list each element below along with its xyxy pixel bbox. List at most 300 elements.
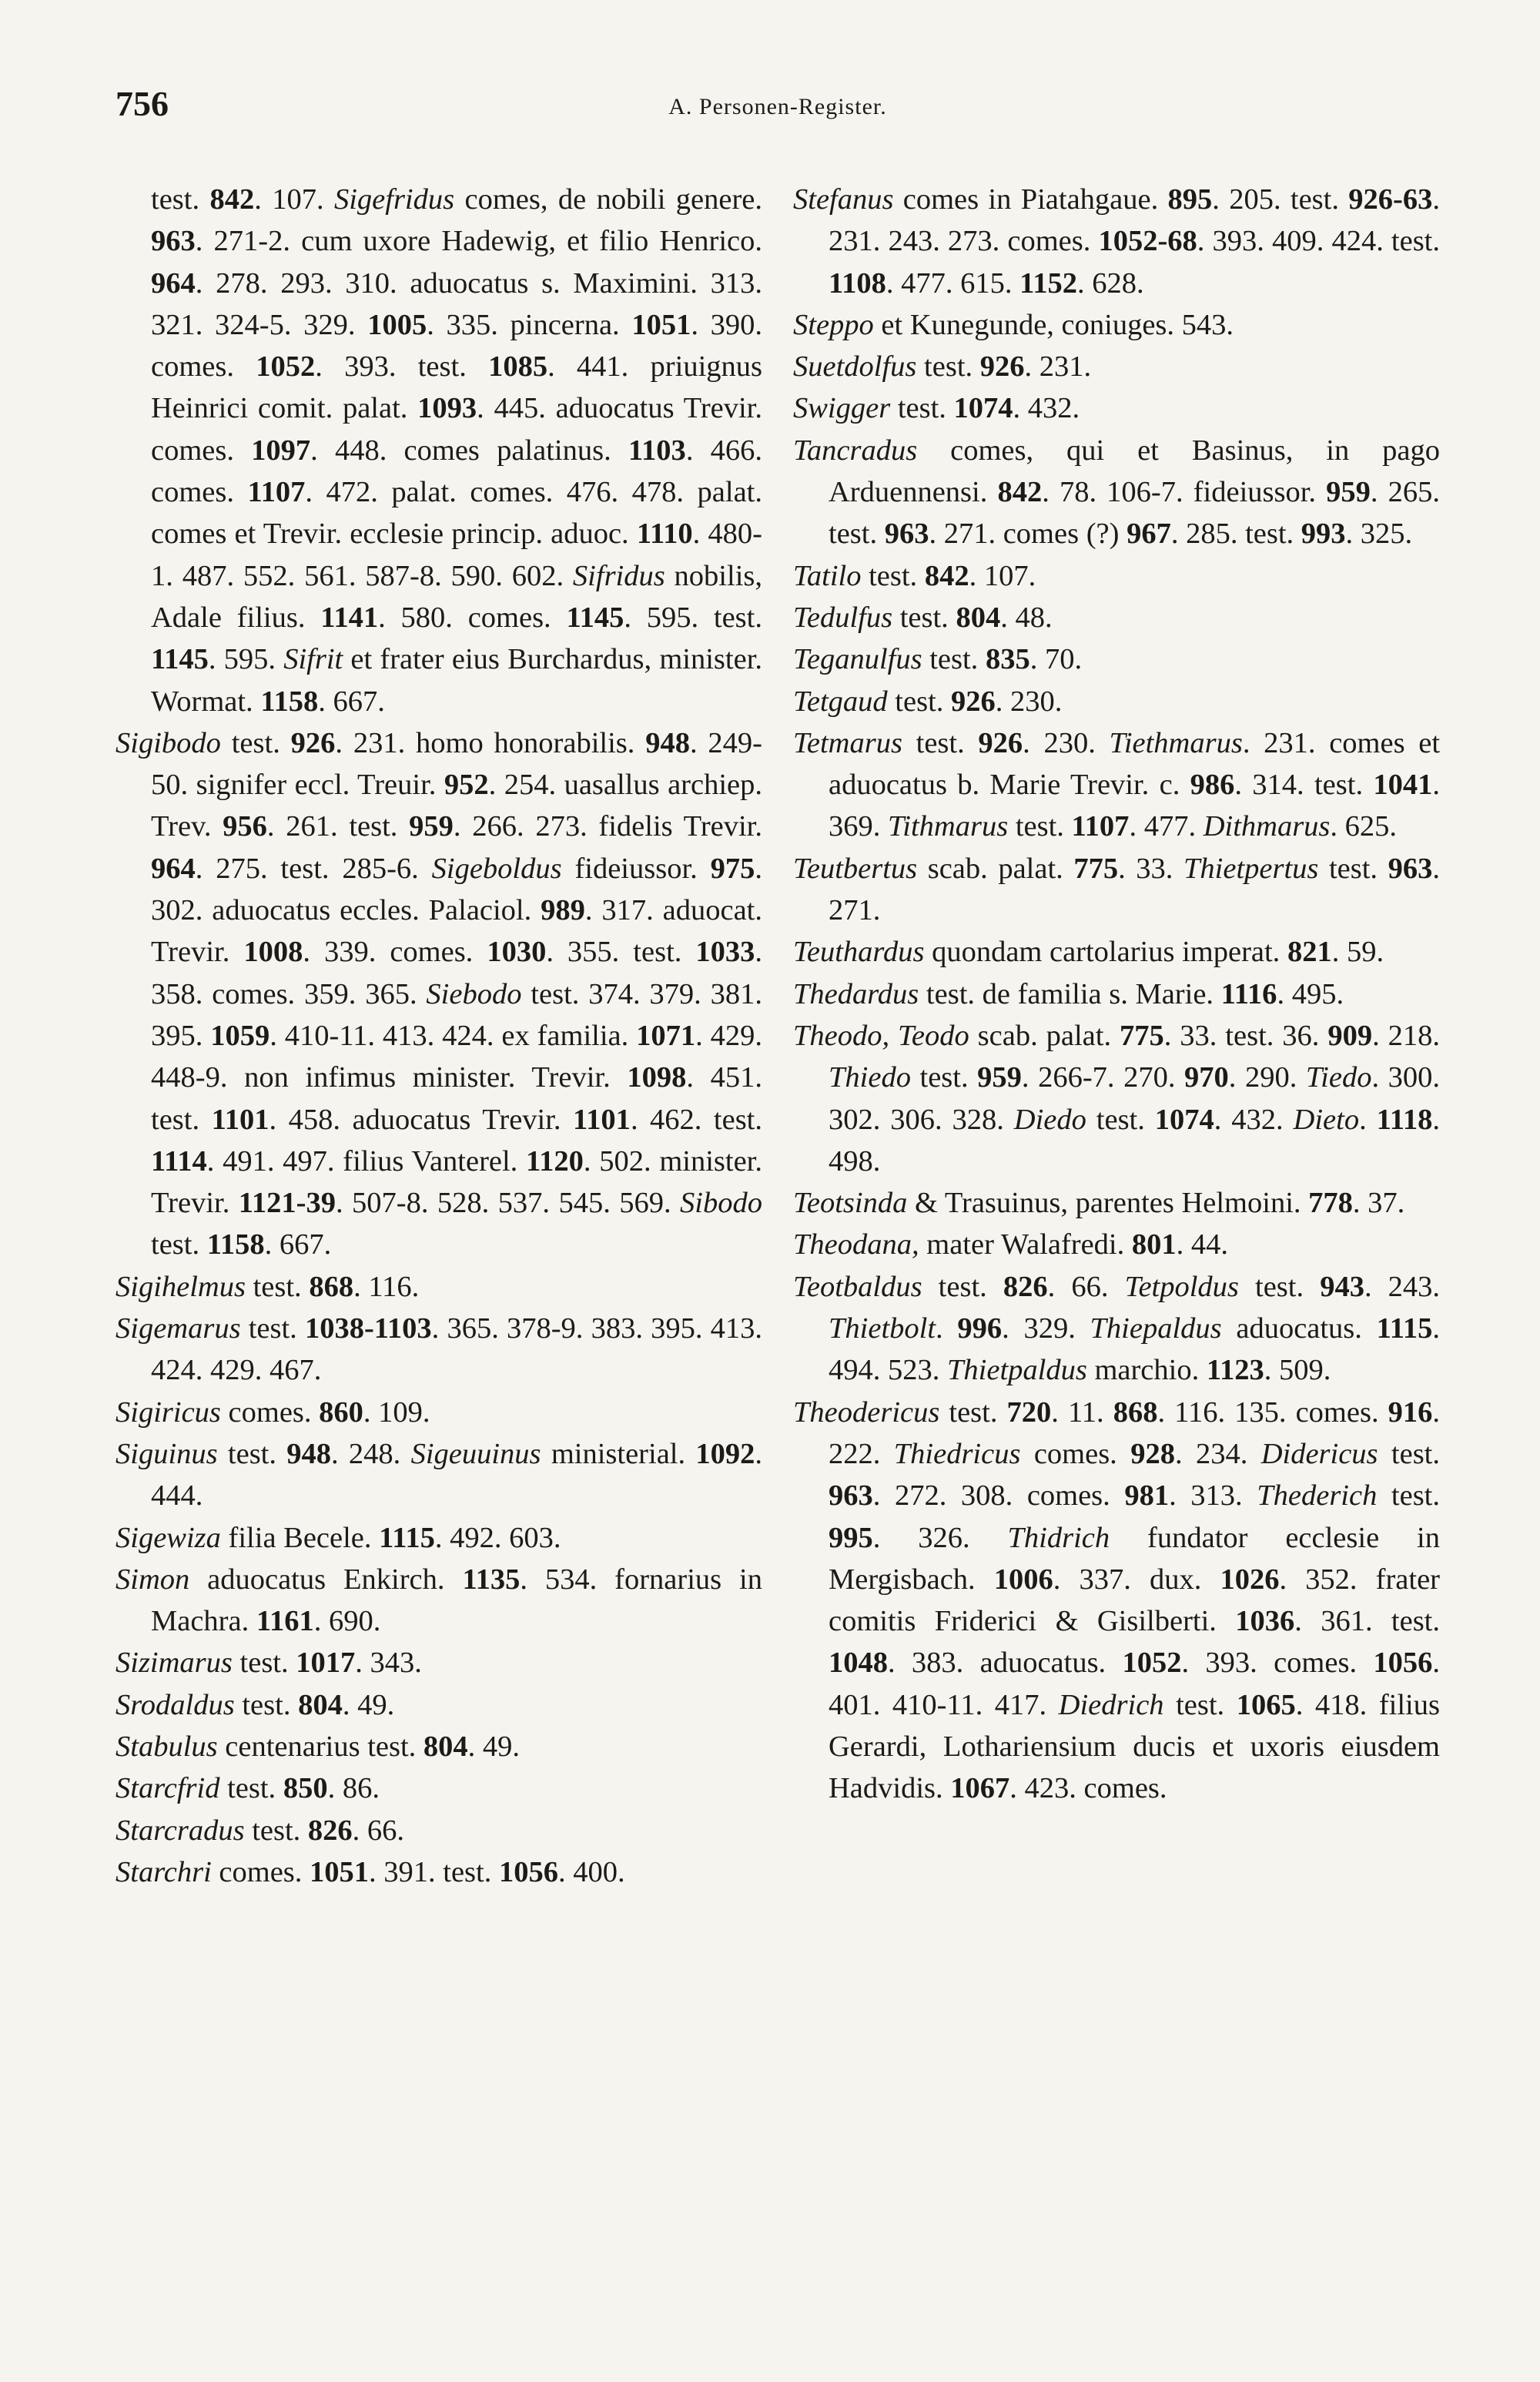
index-entry [116, 1517, 762, 1559]
entry-text: comes, de nobili genere. [454, 183, 762, 216]
charter-number: 995 [829, 1521, 873, 1554]
index-entry [793, 304, 1440, 346]
entry-text: . 667. [318, 685, 385, 718]
entry-text: test. [1163, 1688, 1237, 1721]
charter-number: 1056 [498, 1855, 558, 1888]
entry-text: test. [887, 685, 952, 718]
entry-name: Sigeboldus [431, 852, 562, 885]
charter-number: 986 [1190, 769, 1235, 802]
index-entry [793, 1224, 1440, 1265]
charter-number: 1030 [487, 936, 547, 969]
index-entry [116, 1392, 762, 1433]
charter-number: 1033 [695, 936, 755, 969]
charter-number: 868 [309, 1270, 354, 1303]
index-entry [793, 973, 1440, 1015]
charter-number: 1093 [417, 392, 477, 425]
entry-text: test. [1377, 1479, 1440, 1513]
left-column [116, 179, 762, 1893]
entry-text: quondam cartolarius imperat. [924, 936, 1287, 969]
entry-text: . 492. 603. [434, 1521, 561, 1554]
entry-text: comes. [220, 1395, 320, 1429]
entry-name: Sizimarus [116, 1647, 233, 1680]
entry-text: . 230. [1023, 726, 1110, 759]
entry-text: . 325. [1345, 518, 1413, 551]
index-entry [793, 346, 1440, 387]
index-entry [793, 722, 1440, 848]
index-entry [793, 1182, 1440, 1224]
entry-text: fundator ecclesie in Mergisbach. [829, 1521, 1440, 1596]
charter-number: 1121-39 [238, 1187, 336, 1220]
index-entry [793, 848, 1440, 932]
entry-text: test. [939, 1395, 1007, 1429]
entry-name: Sigemarus [116, 1312, 241, 1345]
charter-number: 821 [1287, 936, 1332, 969]
charter-number: 1067 [950, 1772, 1010, 1805]
entry-text: . 423. comes. [1009, 1772, 1167, 1805]
entry-text: test. [240, 1312, 305, 1345]
charter-number: 1026 [1220, 1563, 1280, 1596]
entry-text: . 383. aduocatus. [888, 1647, 1123, 1680]
entry-text: . 290. [1228, 1061, 1306, 1094]
charter-number: 1145 [566, 601, 624, 634]
entry-text: . 534. fornarius in Machra. [151, 1563, 762, 1638]
entry-name: Starchri [116, 1855, 212, 1888]
entry-text: . 466. comes. [151, 434, 763, 509]
entry-text: . 410-11. 413. 424. ex familia. [270, 1019, 637, 1052]
entry-text: . 472. palat. comes. 476. 478. palat. comes et Trevir. ecclesie princip. aduoc. [151, 476, 762, 551]
entry-text: aduocatus. [1221, 1312, 1377, 1345]
index-entry [116, 1767, 762, 1809]
entry-text: test. [1238, 1270, 1321, 1303]
charter-number: 1051 [310, 1855, 370, 1888]
entry-text: . 275. test. 285-6. [195, 852, 432, 885]
entry-text: . 70. [1029, 643, 1083, 676]
entry-text: . 480-1. 487. 552. 561. 587-8. 590. 602. [151, 518, 762, 592]
entry-text: . 337. dux. [1053, 1563, 1220, 1596]
entry-text: . 49. [342, 1688, 395, 1721]
entry-name: Theodana, [793, 1228, 919, 1261]
charter-number: 970 [1184, 1061, 1229, 1094]
entry-name: Tancradus [793, 434, 918, 467]
charter-number: 1098 [627, 1061, 687, 1094]
entry-text: . 44. [1176, 1228, 1228, 1261]
entry-text: . 59. [1331, 936, 1384, 969]
index-entry [793, 179, 1440, 304]
entry-name: Tithmarus [888, 810, 1009, 843]
page-number: 756 [116, 84, 169, 123]
charter-number: 956 [223, 810, 267, 843]
charter-number: 778 [1308, 1187, 1353, 1220]
charter-number: 804 [298, 1688, 343, 1721]
entry-name: Dieto [1293, 1103, 1360, 1136]
entry-name: Simon [116, 1563, 190, 1596]
entry-name: Thiedricus [893, 1437, 1021, 1470]
charter-number: 1052 [256, 350, 316, 384]
charter-number: 948 [286, 1437, 332, 1470]
entry-text: . 365. 378-9. 383. 395. 413. 424. 429. 467. [151, 1312, 763, 1387]
entry-text: . 329. [1002, 1312, 1090, 1345]
entry-text: . 494. 523. [829, 1312, 1441, 1387]
entry-text: . 451. test. [151, 1061, 762, 1136]
entry-name: Suetdolfus [793, 350, 917, 384]
charter-number: 959 [1326, 476, 1371, 509]
index-entry [793, 681, 1440, 722]
entry-text: . 502. minister. Trevir. [151, 1144, 762, 1220]
entry-text: marchio. [1086, 1354, 1207, 1387]
entry-text: . 248. [331, 1437, 411, 1470]
entry-text: . 335. pincerna. [427, 308, 632, 341]
entry-text: . 109. [363, 1395, 430, 1429]
entry-text: . 326. [872, 1521, 1008, 1554]
entry-text: . 369. [829, 769, 1440, 843]
entry-text: test. [890, 392, 954, 425]
entry-text: . 432. [1013, 392, 1080, 425]
entry-text: . 400. [557, 1855, 625, 1888]
charter-number: 926 [290, 726, 336, 759]
right-column [793, 179, 1440, 1810]
entry-name: Stabulus [116, 1730, 218, 1763]
charter-number: 1123 [1206, 1354, 1264, 1387]
charter-number: 1115 [1376, 1312, 1433, 1345]
charter-number: 804 [956, 601, 1001, 634]
entry-name: Srodaldus [116, 1688, 235, 1721]
entry-name: Sigihelmus [116, 1270, 246, 1303]
entry-name: Theodo, Teodo [793, 1019, 969, 1052]
index-entry [793, 1266, 1440, 1392]
charter-number: 1118 [1376, 1103, 1433, 1136]
charter-number: 1115 [379, 1521, 435, 1554]
entry-text: . 116. [353, 1270, 420, 1303]
entry-text: test. [1086, 1103, 1155, 1136]
entry-text: test. [922, 1270, 1003, 1303]
charter-number: 826 [307, 1814, 353, 1847]
entry-text: . 265. test. [829, 476, 1441, 551]
entry-name: Sigiricus [116, 1395, 221, 1429]
entry-text: . 272. 308. comes. [872, 1479, 1125, 1513]
entry-text: . 218. [1372, 1019, 1441, 1052]
index-entry [793, 638, 1440, 680]
entry-name: Sibodo [680, 1187, 762, 1220]
entry-text: aduocatus Enkirch. [189, 1563, 463, 1596]
entry-name: Stefanus [793, 183, 894, 216]
entry-text: nobilis, Adale filius. [151, 559, 762, 634]
entry-name: Diedo [1013, 1103, 1086, 1136]
charter-number: 959 [409, 810, 454, 843]
entry-text: . 49. [467, 1730, 521, 1763]
entry-text: . 498. [829, 1103, 1440, 1178]
entry-text: . 495. [1277, 977, 1344, 1010]
entry-text: ministerial. [541, 1437, 696, 1470]
entry-name: Teotbaldus [793, 1270, 922, 1303]
entry-name: Tedulfus [793, 601, 893, 634]
entry-text: . 491. 497. filius Vanterel. [206, 1144, 527, 1178]
entry-text: . 234. [1174, 1437, 1261, 1470]
entry-text: test. [1008, 810, 1072, 843]
index-entry [793, 1015, 1440, 1182]
entry-text: test. [1378, 1437, 1440, 1470]
charter-number: 842 [924, 559, 969, 592]
entry-name: Dithmarus [1203, 810, 1331, 843]
charter-number: 1071 [636, 1019, 696, 1052]
charter-number: 1036 [1235, 1605, 1295, 1638]
entry-text: . 231. homo honorabilis. [335, 726, 646, 759]
entry-text: . 254. uasallus archiep. Trev. [151, 769, 762, 843]
entry-name: Sigefridus [333, 183, 455, 216]
entry-text: test. [151, 183, 210, 216]
charter-number: 926 [978, 726, 1023, 759]
entry-text: . 352. frater comitis Friderici & Gisilberti. [829, 1563, 1440, 1638]
entry-text: . 285. test. [1170, 518, 1301, 551]
charter-number: 963 [884, 518, 929, 551]
entry-text: . 66. [352, 1814, 405, 1847]
charter-number: 775 [1073, 852, 1119, 885]
entry-text: . 261. test. [266, 810, 410, 843]
charter-number: 1141 [320, 601, 379, 634]
charter-number: 1065 [1236, 1688, 1296, 1721]
charter-number: 1074 [1154, 1103, 1214, 1136]
entry-name: Swigger [793, 392, 891, 425]
entry-text: . 11. [1051, 1395, 1113, 1429]
charter-number: 835 [985, 643, 1030, 676]
running-head: A. Personen-Register. [668, 94, 887, 119]
index-entry [116, 1266, 762, 1308]
entry-text: . 317. aduocat. Trevir. [151, 894, 762, 969]
entry-text: . 429. 448-9. non infimus minister. Trevir. [151, 1019, 763, 1094]
charter-number: 964 [151, 852, 196, 885]
entry-text: . 595. [208, 643, 284, 676]
charter-number: 1056 [1373, 1647, 1433, 1680]
index-entry [793, 1392, 1440, 1810]
entry-text: . 66. [1047, 1270, 1125, 1303]
entry-text: . 116. 135. comes. [1157, 1395, 1388, 1429]
entry-text: scab. palat. [917, 852, 1074, 885]
entry-text: . 448. comes palatinus. [310, 434, 628, 467]
entry-text: . 231. 243. 273. comes. [829, 183, 1440, 258]
charter-number: 775 [1119, 1019, 1164, 1052]
charter-number: 993 [1301, 518, 1346, 551]
charter-number: 1005 [367, 308, 427, 341]
entry-name: Tiedo [1305, 1061, 1372, 1094]
entry-text: . 444. [151, 1437, 762, 1513]
entry-text: fideiussor. [561, 852, 711, 885]
entry-text: . 441. priuignus Heinrici comit. palat. [151, 350, 762, 425]
charter-number: 909 [1327, 1019, 1373, 1052]
charter-number: 1041 [1373, 769, 1433, 802]
entry-text: . 462. test. [630, 1103, 763, 1136]
charter-number: 1120 [526, 1144, 584, 1178]
entry-text: . 432. [1214, 1103, 1294, 1136]
entry-text: . 358. comes. 359. 365. [151, 936, 763, 1010]
entry-text: filia Becele. [220, 1521, 380, 1554]
charter-number: 842 [997, 476, 1043, 509]
entry-text: test. [922, 643, 986, 676]
entry-text: . 271. [829, 852, 1441, 927]
index-entry [116, 1684, 762, 1726]
entry-text: test. [902, 726, 979, 759]
entry-text: . 278. 293. 310. aduocatus s. Maximini. 313. 321. 324-5. 329. [151, 266, 762, 341]
entry-name: Teotsinda [793, 1187, 908, 1220]
entry-text: . 418. filius Gerardi, Lothariensium ducis et uxoris eiusdem Hadvidis. [829, 1688, 1440, 1805]
charter-number: 1052-68 [1098, 225, 1197, 258]
index-entry [793, 555, 1440, 597]
entry-name: Teutbertus [793, 852, 918, 885]
index-entry [116, 179, 762, 722]
entry-text: . 266-7. 270. [1021, 1061, 1185, 1094]
entry-text: test. [232, 1647, 296, 1680]
entry-name: Teuthardus [793, 936, 925, 969]
charter-number: 1145 [151, 643, 209, 676]
entry-text: test. [217, 1437, 287, 1470]
charter-number: 928 [1130, 1437, 1175, 1470]
charter-number: 1008 [243, 936, 303, 969]
entry-text: . 690. [313, 1605, 381, 1638]
entry-text: comes. [211, 1855, 310, 1888]
charter-number: 1101 [211, 1103, 270, 1136]
entry-text: test. [910, 1061, 978, 1094]
entry-name: Thederich [1257, 1479, 1378, 1513]
charter-number: 967 [1127, 518, 1171, 551]
entry-text: test. [151, 1228, 207, 1261]
charter-number: 804 [423, 1730, 468, 1763]
entry-text: . 230. [995, 685, 1063, 718]
charter-number: 996 [957, 1312, 1003, 1345]
entry-name: Tetpoldus [1124, 1270, 1239, 1303]
entry-text: & Trasuinus, parentes Helmoini. [907, 1187, 1309, 1220]
entry-name: Thietpaldus [947, 1354, 1087, 1387]
entry-name: Thiepaldus [1090, 1312, 1222, 1345]
entry-text: . 302. aduocatus eccles. Palaciol. [151, 852, 762, 927]
charter-number: 963 [151, 225, 196, 258]
charter-number: 860 [319, 1395, 363, 1429]
entry-text: test. [892, 601, 956, 634]
entry-name: Teganulfus [793, 643, 922, 676]
charter-number: 1107 [247, 476, 306, 509]
index-entry [116, 722, 762, 1266]
entry-text: . 595. test. [624, 601, 762, 634]
charter-number: 1059 [210, 1019, 270, 1052]
entry-text: . 271-2. cum uxore Hadewig, et filio Henrico. [195, 225, 762, 258]
index-entry [793, 931, 1440, 973]
charter-number: 1152 [1019, 266, 1078, 300]
entry-text: . 625. [1330, 810, 1398, 843]
charter-number: 916 [1388, 1395, 1433, 1429]
entry-text: . 37. [1352, 1187, 1405, 1220]
charter-number: 926 [979, 350, 1025, 384]
index-entry [793, 430, 1440, 555]
charter-number: 943 [1320, 1270, 1364, 1303]
entry-text: test. [861, 559, 925, 592]
entry-text: . 107. [254, 183, 334, 216]
entry-text: test. [1318, 852, 1388, 885]
charter-number: 801 [1131, 1228, 1177, 1261]
entry-text: mater Walafredi. [919, 1228, 1132, 1261]
index-entry [116, 1308, 762, 1392]
entry-name: Starcradus [116, 1814, 245, 1847]
entry-text: . 401. 410-11. 417. [829, 1647, 1440, 1721]
charter-number: 720 [1006, 1395, 1052, 1429]
entry-text: . 343. [355, 1647, 422, 1680]
charter-number: 948 [645, 726, 690, 759]
entry-text: . 509. [1264, 1354, 1331, 1387]
entry-text: . 313. [1169, 1479, 1257, 1513]
entry-text: . 78. 106-7. fideiussor. [1042, 476, 1327, 509]
entry-name: Sifrit [283, 643, 343, 676]
page-header [116, 83, 1440, 137]
entry-text: . 231. [1024, 350, 1092, 384]
entry-text: . 580. comes. [378, 601, 567, 634]
charter-number: 989 [541, 894, 585, 927]
entry-text: . [1359, 1103, 1377, 1136]
entry-text: test. [244, 1814, 308, 1847]
entry-text: test. [916, 350, 980, 384]
charter-number: 1110 [636, 518, 693, 551]
charter-number: 1158 [206, 1228, 265, 1261]
entry-name: Sifridus [572, 559, 665, 592]
entry-name: Sigeuuinus [410, 1437, 541, 1470]
charter-number: 963 [829, 1479, 873, 1513]
index-entry [793, 387, 1440, 429]
entry-text: test. [245, 1270, 310, 1303]
entry-text: . 33. [1118, 852, 1183, 885]
charter-number: 1101 [573, 1103, 631, 1136]
entry-text: . 243. [1364, 1270, 1441, 1303]
entry-text: . 86. [327, 1772, 380, 1805]
charter-number: 952 [444, 769, 489, 802]
charter-number: 1038-1103 [304, 1312, 432, 1345]
charter-number: 1103 [628, 434, 686, 467]
charter-number: 1135 [462, 1563, 521, 1596]
charter-number: 975 [710, 852, 755, 885]
entry-text: . 393. test. [315, 350, 489, 384]
entry-text: test. [219, 1772, 283, 1805]
entry-name: Thiedo [829, 1061, 911, 1094]
entry-text: et frater eius Burchardus, minister. Wormat. [151, 643, 763, 718]
entry-text: . 205. test. [1212, 183, 1349, 216]
charter-number: 981 [1124, 1479, 1170, 1513]
entry-text: . 107. [969, 559, 1036, 592]
entry-name: Siguinus [116, 1437, 218, 1470]
entry-name: Thietbolt [829, 1312, 936, 1345]
charter-number: 826 [1003, 1270, 1048, 1303]
entry-name: Tatilo [793, 559, 862, 592]
entry-text: . 477. 615. [886, 266, 1020, 300]
charter-number: 1116 [1220, 977, 1277, 1010]
entry-name: Tiethmarus [1109, 726, 1243, 759]
entry-text: . 249-50. signifer eccl. Treuir. [151, 726, 762, 802]
entry-text: . 339. comes. [303, 936, 487, 969]
charter-number: 926-63 [1348, 183, 1433, 216]
entry-name: Thidrich [1007, 1521, 1110, 1554]
charter-number: 1048 [829, 1647, 888, 1680]
entry-text: . 355. test. [546, 936, 696, 969]
charter-number: 1085 [488, 350, 548, 384]
charter-number: 963 [1388, 852, 1433, 885]
entry-name: Didericus [1260, 1437, 1378, 1470]
entry-text: comes in Piatahgaue. [893, 183, 1168, 216]
entry-text: . 231. comes et aduocatus b. Marie Trevir. c. [829, 726, 1441, 802]
entry-text: . 361. test. [1294, 1605, 1440, 1638]
charter-number: 1107 [1071, 810, 1130, 843]
entry-text: comes. [1020, 1437, 1131, 1470]
index-entry [116, 1851, 762, 1893]
entry-text: . 507-8. 528. 537. 545. 569. [335, 1187, 681, 1220]
entry-text: centenarius test. [217, 1730, 424, 1763]
index-entry [116, 1642, 762, 1683]
charter-number: 926 [951, 685, 996, 718]
entry-name: Tetmarus [793, 726, 902, 759]
entry-text: . 314. test. [1234, 769, 1374, 802]
entry-name: Sigibodo [116, 726, 221, 759]
